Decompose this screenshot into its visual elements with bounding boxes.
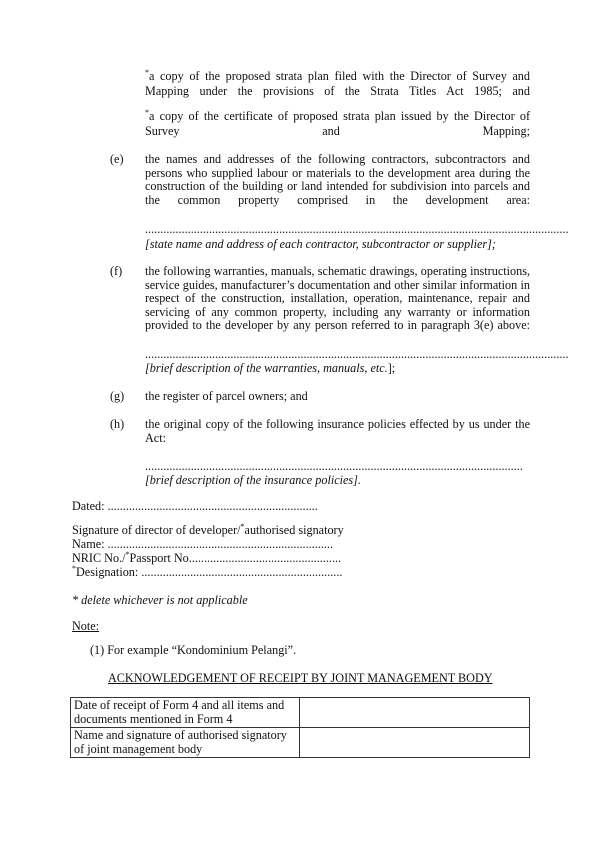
strata-plan-copy-item bbox=[145, 70, 530, 112]
designation-line bbox=[72, 566, 342, 581]
strata-plan-copy-text: a copy of the proposed strata plan filed with the Director of Survey and Mapping under the provisions of the Strata Titles Act 1985; and bbox=[145, 69, 530, 98]
ack-heading: ACKNOWLEDGEMENT OF RECEIPT BY JOINT MANAGEMENT BODY bbox=[108, 671, 493, 685]
certificate-copy-item bbox=[145, 110, 530, 152]
item-f-hint-end: ]; bbox=[387, 361, 396, 375]
ack-table bbox=[70, 697, 530, 758]
certificate-copy-text: a copy of the certificate of proposed strata plan issued by the Director of Survey and Mapping; bbox=[145, 109, 530, 138]
item-f-label: (f) bbox=[110, 264, 123, 278]
signature-suffix: authorised signatory bbox=[244, 523, 344, 537]
dated-line: Dated: ..................................................................... bbox=[72, 499, 318, 513]
nric-suffix: Passport No.................................................. bbox=[129, 551, 342, 565]
note-1: (1) For example “Kondominium Pelangi”. bbox=[90, 643, 297, 657]
delete-note: * delete whichever is not applicable bbox=[72, 593, 248, 607]
name-line: Name: .......................................................................... bbox=[72, 537, 334, 551]
note-title: Note: bbox=[72, 619, 100, 633]
ack-row2-label: Name and signature of authorised signatory of joint management body bbox=[71, 728, 300, 758]
item-g-label: (g) bbox=[110, 389, 125, 403]
item-h-label: (h) bbox=[110, 417, 125, 431]
item-f-fill-line: ........................................................................................................................................... bbox=[145, 347, 569, 361]
item-f-text: the following warranties, manuals, schematic drawings, operating instructions, service guides, manufacturer’s documentation and other similar information in respect of the construction, installation, operation, maintenance, repair and servicing of any common property, including any warranty or information provided to the developer by any person referred to in paragraph 3(e) above: bbox=[145, 264, 530, 332]
designation-text: Designation: .................................................................. bbox=[76, 565, 343, 579]
item-h-fill-line: ............................................................................................................................ bbox=[145, 459, 523, 473]
item-e-label: (e) bbox=[110, 152, 124, 166]
table-row bbox=[71, 698, 530, 728]
asterisk: * bbox=[125, 550, 130, 559]
ack-row1-label: Date of receipt of Form 4 and all items and documents mentioned in Form 4 bbox=[71, 698, 300, 728]
signature-prefix: Signature of director of developer/ bbox=[72, 523, 241, 537]
asterisk: * bbox=[145, 68, 149, 77]
item-e-fill-line: ........................................................................................................................................... bbox=[145, 222, 569, 236]
item-e-hint: [state name and address of each contractor, subcontractor or supplier]; bbox=[145, 237, 496, 251]
ack-row1-value-cell[interactable] bbox=[300, 698, 530, 728]
nric-prefix: NRIC No./ bbox=[72, 551, 126, 565]
item-f-hint-italic: [brief description of the warranties, manuals, etc. bbox=[145, 361, 388, 375]
asterisk: * bbox=[240, 522, 245, 531]
item-h-hint: [brief description of the insurance policies]. bbox=[145, 473, 361, 487]
item-h-text: the original copy of the following insurance policies effected by us under the Act: bbox=[145, 417, 530, 445]
item-e-text: the names and addresses of the following contractors, subcontractors and persons who supplied labour or materials to the development area during the construction of the building or land intended for subdivision into parcels and the common property comprised in the development area: bbox=[145, 152, 530, 207]
asterisk: * bbox=[72, 564, 76, 573]
item-f-hint bbox=[145, 362, 395, 376]
table-row bbox=[71, 728, 530, 758]
item-g-text: the register of parcel owners; and bbox=[145, 389, 308, 403]
ack-row2-value-cell[interactable] bbox=[300, 728, 530, 758]
asterisk: * bbox=[145, 108, 149, 117]
